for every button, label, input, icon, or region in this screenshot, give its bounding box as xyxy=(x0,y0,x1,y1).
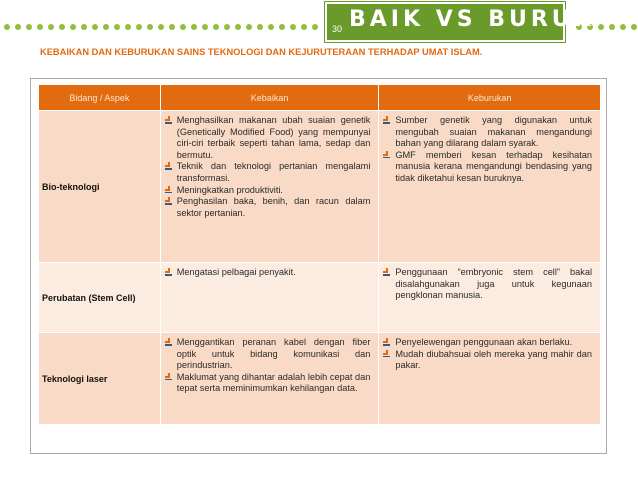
decorative-dot xyxy=(268,24,274,30)
list-item xyxy=(383,349,592,372)
bullet-icon xyxy=(165,268,173,278)
list-item-text: Penyelewengan penggunaan akan berlaku. xyxy=(395,337,573,347)
aspect-cell: Bio-teknologi xyxy=(39,111,161,263)
decorative-dot xyxy=(37,24,43,30)
list-item xyxy=(165,196,371,219)
decorative-dot xyxy=(26,24,32,30)
kebaikan-cell xyxy=(160,111,379,263)
bullet-icon xyxy=(383,151,391,161)
decorative-dot xyxy=(81,24,87,30)
list-item xyxy=(383,115,592,150)
slide-heading: KEBAIKAN DAN KEBURUKAN SAINS TEKNOLOGI DAN KEJURUTERAAN TERHADAP UMAT ISLAM. xyxy=(40,47,483,57)
kebaikan-cell xyxy=(160,263,379,333)
header-aspect: Bidang / Aspek xyxy=(39,85,161,111)
decorative-dot xyxy=(136,24,142,30)
decorative-dot xyxy=(59,24,65,30)
decorative-dot xyxy=(609,24,615,30)
kebaikan-list xyxy=(165,115,371,219)
list-item-text: Teknik dan teknologi pertanian mengalami transformasi. xyxy=(176,161,371,183)
keburukan-cell xyxy=(379,111,601,263)
bullet-icon xyxy=(383,350,391,360)
kebaikan-list xyxy=(165,267,371,279)
list-item xyxy=(383,150,592,185)
keburukan-cell xyxy=(379,263,601,333)
decorative-dot xyxy=(224,24,230,30)
list-item xyxy=(165,161,371,184)
kebaikan-cell xyxy=(160,333,379,425)
list-item xyxy=(383,267,592,302)
aspect-cell: Teknologi laser xyxy=(39,333,161,425)
table-row xyxy=(39,333,601,425)
list-item-text: Menghasilkan makanan ubah suaian genetik (Genetically Modified Food) yang mempunyai ciri-ciri terbaik seperti tahan lama, sedap dan bermutu. xyxy=(176,115,371,160)
keburukan-list xyxy=(383,267,592,302)
list-item-text: GMF memberi kesan terhadap kesihatan manusia kerana mengandungi bendasing yang tidak diketahui kesan buruknya. xyxy=(395,149,592,183)
bullet-icon xyxy=(165,373,173,383)
decorative-dot xyxy=(279,24,285,30)
list-item xyxy=(383,337,592,349)
list-item xyxy=(165,185,371,197)
decorative-dot xyxy=(70,24,76,30)
list-item xyxy=(165,267,371,279)
list-item-text: Penghasilan baka, benih, dan racun dalam sektor pertanian. xyxy=(176,196,371,218)
list-item xyxy=(165,372,371,395)
header-keburukan: Keburukan xyxy=(379,85,601,111)
decorative-dot xyxy=(103,24,109,30)
list-item-text: Mengatasi pelbagai penyakit. xyxy=(176,267,296,277)
bullet-icon xyxy=(383,268,391,278)
decorative-dot xyxy=(598,24,604,30)
list-item-text: Mudah diubahsuai oleh mereka yang mahir dan pakar. xyxy=(395,348,592,371)
decorative-dot xyxy=(180,24,186,30)
bullet-icon xyxy=(165,116,173,126)
decorative-dot xyxy=(191,24,197,30)
decorative-dot xyxy=(169,24,175,30)
list-item xyxy=(165,337,371,372)
decorative-dot xyxy=(257,24,263,30)
bullet-icon xyxy=(165,162,173,172)
comparison-table xyxy=(38,84,601,425)
bullet-icon xyxy=(165,186,173,196)
table-row xyxy=(39,263,601,333)
decorative-dot xyxy=(620,24,626,30)
decorative-dot xyxy=(48,24,54,30)
title-banner xyxy=(325,2,595,42)
table-header-row xyxy=(39,85,601,111)
header-kebaikan: Kebaikan xyxy=(160,85,379,111)
decorative-dot xyxy=(4,24,10,30)
list-item-text: Meningkatkan produktiviti. xyxy=(176,184,283,195)
list-item-text: Menggantikan peranan kabel dengan fiber optik untuk bidang komunikasi dan perindustrian. xyxy=(176,337,371,371)
bullet-icon xyxy=(383,116,391,126)
decorative-dot xyxy=(147,24,153,30)
kebaikan-list xyxy=(165,337,371,395)
slide-title: BAIK VS BURUK xyxy=(349,7,595,32)
bullet-icon xyxy=(165,338,173,348)
page-number: 30 xyxy=(332,24,343,34)
aspect-cell: Perubatan (Stem Cell) xyxy=(39,263,161,333)
bullet-icon xyxy=(165,197,173,207)
decorative-dot xyxy=(290,24,296,30)
decorative-dot xyxy=(213,24,219,30)
bullet-icon xyxy=(383,338,391,348)
decorative-dot xyxy=(312,24,318,30)
decorative-dot xyxy=(92,24,98,30)
list-item-text: Sumber genetik yang digunakan untuk mengubah suaian makanan mengandungi bahan yang dilarang dalam syarak. xyxy=(395,115,592,149)
list-item-text: Penggunaan “embryonic stem cell” bakal disalahgunakan juga untuk kegunaan pengklonan manusia. xyxy=(395,267,592,301)
decorative-dot xyxy=(202,24,208,30)
decorative-dot xyxy=(158,24,164,30)
keburukan-cell xyxy=(379,333,601,425)
decorative-dot xyxy=(15,24,21,30)
list-item xyxy=(165,115,371,161)
decorative-dot xyxy=(301,24,307,30)
table-row xyxy=(39,111,601,263)
list-item-text: Maklumat yang dihantar adalah lebih cepat dan tepat serta meminimumkan kehilangan data. xyxy=(176,371,371,394)
keburukan-list xyxy=(383,115,592,185)
decorative-dot xyxy=(114,24,120,30)
decorative-dot xyxy=(235,24,241,30)
decorative-dot xyxy=(246,24,252,30)
keburukan-list xyxy=(383,337,592,372)
decorative-dot xyxy=(631,24,637,30)
decorative-dot xyxy=(125,24,131,30)
